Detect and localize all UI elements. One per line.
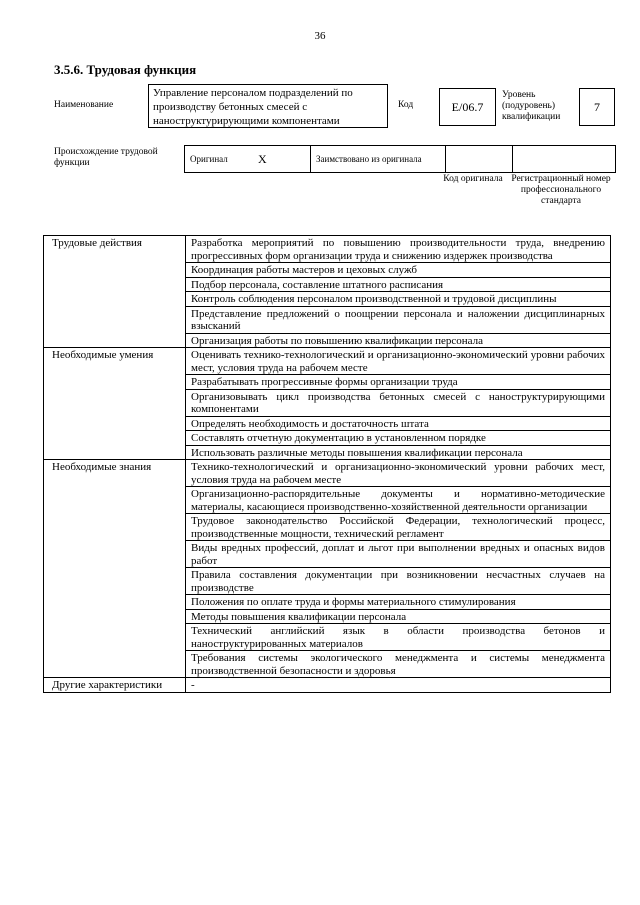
row-item: Представление предложений о поощрении персонала и наложении дисциплинарных взысканий xyxy=(186,306,611,333)
row-category: Необходимые умения xyxy=(44,348,186,460)
code-label: Код xyxy=(398,100,414,110)
row-item: Технико-технологический и организационно-экономический уровни рабочих мест, условия труда на рабочем месте xyxy=(186,460,611,487)
row-item: Определять необходимость и достаточность штата xyxy=(186,416,611,431)
table-row xyxy=(44,460,611,487)
row-item: Разрабатывать прогрессивные формы организации труда xyxy=(186,375,611,390)
row-item: Требования системы экологического менеджмента и системы менеджмента производственной безопасности и здоровья xyxy=(186,651,611,678)
row-item: Координация работы мастеров и цеховых служб xyxy=(186,263,611,278)
function-name-box: Управление персоналом подразделений по производству бетонных смесей с наноструктурирующими компонентами xyxy=(148,84,388,128)
row-item: Технический английский язык в области производства бетонов и наноструктурированных материалов xyxy=(186,624,611,651)
borrowed-label: Заимствовано из оригинала xyxy=(311,146,446,173)
row-item: Контроль соблюдения персоналом производственной и трудовой дисциплины xyxy=(186,292,611,307)
original-label: Оригинал xyxy=(185,146,254,173)
page-number: 36 xyxy=(314,30,326,42)
code-original-caption: Код оригинала xyxy=(443,174,503,184)
qualification-level-box: 7 xyxy=(579,88,615,126)
row-item: Правила составления документации при возникновении несчастных случаев на производстве xyxy=(186,568,611,595)
row-category: Другие характеристики xyxy=(44,678,186,693)
level-label: Уровень (подуровень) квалификации xyxy=(502,90,561,122)
table-row xyxy=(44,348,611,375)
original-code-cell xyxy=(446,146,513,173)
reg-number-caption: Регистрационный номер профессионального стандарта xyxy=(511,174,611,206)
table-row xyxy=(44,236,611,263)
row-item: Организационно-распорядительные документы и нормативно-методические материалы, касающиеся производственно-хозяйственной деятельности организации xyxy=(186,487,611,514)
function-code-box: E/06.7 xyxy=(439,88,496,126)
row-item: Положения по оплате труда и формы материального стимулирования xyxy=(186,595,611,610)
row-item: Методы повышения квалификации персонала xyxy=(186,609,611,624)
row-item: Организация работы по повышению квалификации персонала xyxy=(186,333,611,348)
origin-table xyxy=(184,145,616,173)
row-item: Виды вредных профессий, доплат и льгот при выполнении вредных и опасных видов работ xyxy=(186,541,611,568)
table-row xyxy=(44,678,611,693)
row-item: Организовывать цикл производства бетонных смесей с наноструктурирующими компонентами xyxy=(186,389,611,416)
row-item: Разработка мероприятий по повышению производительности труда, внедрению прогрессивных форм организации труда и снижению издержек производства xyxy=(186,236,611,263)
name-label: Наименование xyxy=(54,100,114,110)
row-category: Трудовые действия xyxy=(44,236,186,348)
registration-number-cell xyxy=(513,146,616,173)
original-mark: X xyxy=(253,146,311,173)
row-category: Необходимые знания xyxy=(44,460,186,678)
row-item: Составлять отчетную документацию в установленном порядке xyxy=(186,431,611,446)
row-item: Оценивать технико-технологический и организационно-экономический уровни рабочих мест, условия труда на рабочем месте xyxy=(186,348,611,375)
row-item: Подбор персонала, составление штатного расписания xyxy=(186,277,611,292)
section-title: 3.5.6. Трудовая функция xyxy=(54,62,197,77)
function-details-table xyxy=(43,235,611,693)
row-item: Трудовое законодательство Российской Федерации, технологический процесс, производственные мощности, технический регламент xyxy=(186,514,611,541)
row-item: Использовать различные методы повышения квалификации персонала xyxy=(186,445,611,460)
row-item: - xyxy=(186,678,611,693)
origin-label: Происхождение трудовой функции xyxy=(54,147,158,168)
